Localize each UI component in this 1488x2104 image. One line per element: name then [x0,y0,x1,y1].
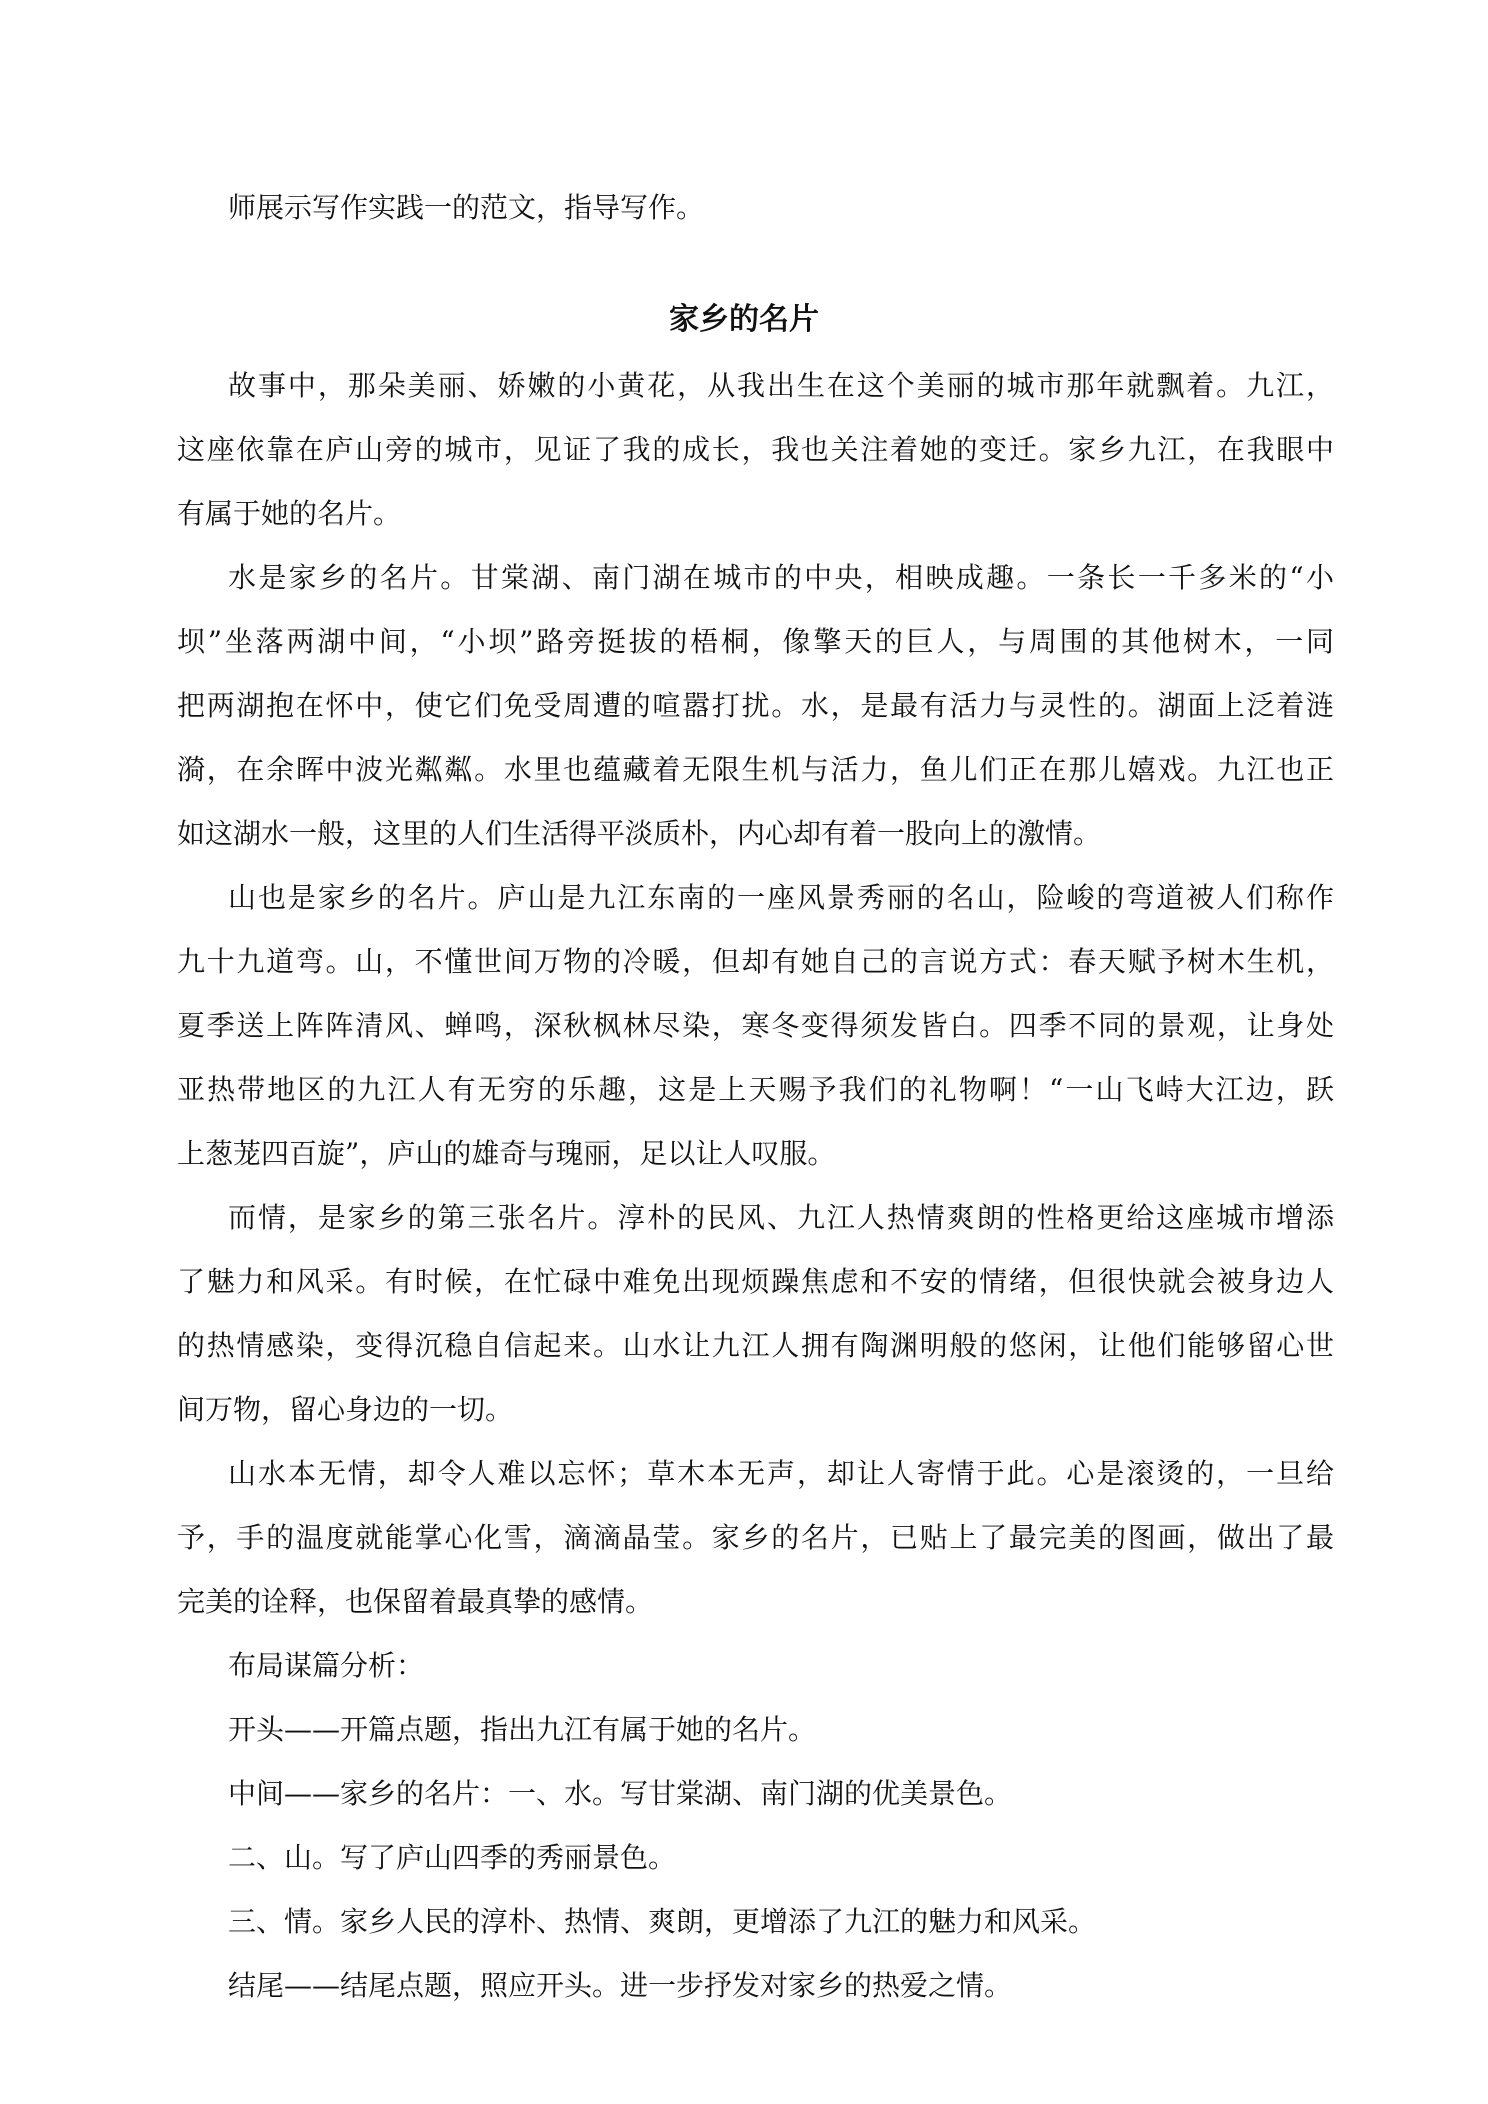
paragraph-line: 的热情感染，变得沉稳自信起来。山水让九江人拥有陶渊明般的悠闲，让他们能够留心世 [177,1329,1334,1362]
paragraph-line: 间万物，留心身边的一切。 [177,1393,514,1426]
paragraph-line: 山也是家乡的名片。庐山是九江东南的一座风景秀丽的名山，险峻的弯道被人们称作 [228,881,1334,914]
paragraph-line: 故事中，那朵美丽、娇嫩的小黄花，从我出生在这个美丽的城市那年就飘着。九江， [228,369,1334,402]
analysis-ending: 结尾——结尾点题，照应开头。进一步抒发对家乡的热爱之情。 [228,1969,1013,2002]
paragraph-line: 如这湖水一般，这里的人们生活得平淡质朴，内心却有着一股向上的激情。 [177,817,1102,850]
paragraph-line: 九十九道弯。山，不懂世间万物的冷暖，但却有她自己的言说方式：春天赋予树木生机， [177,945,1334,978]
analysis-middle-affection: 三、情。家乡人民的淳朴、热情、爽朗，更增添了九江的魅力和风采。 [228,1905,1097,1938]
paragraph-line: 漪，在余晖中波光粼粼。水里也蕴藏着无限生机与活力，鱼儿们正在那儿嬉戏。九江也正 [177,753,1334,786]
paragraph-line: 上葱茏四百旋”，庐山的雄奇与瑰丽，足以让人叹服。 [177,1137,836,1170]
paragraph-line: 亚热带地区的九江人有无穷的乐趣，这是上天赐予我们的礼物啊！“一山飞峙大江边，跃 [177,1073,1334,1106]
paragraph-line: 坝”坐落两湖中间，“小坝”路旁挺拔的梧桐，像擎天的巨人，与周围的其他树木，一同 [177,625,1334,658]
paragraph-line: 把两湖抱在怀中，使它们免受周遭的喧嚣打扰。水，是最有活力与灵性的。湖面上泛着涟 [177,689,1334,722]
paragraph-line: 这座依靠在庐山旁的城市，见证了我的成长，我也关注着她的变迁。家乡九江，在我眼中 [177,433,1334,466]
paragraph-line: 夏季送上阵阵清风、蝉鸣，深秋枫林尽染，寒冬变得须发皆白。四季不同的景观，让身处 [177,1009,1334,1042]
paragraph-line: 完美的诠释，也保留着最真挚的感情。 [177,1585,654,1618]
analysis-heading: 布局谋篇分析： [228,1649,425,1682]
paragraph-line: 水是家乡的名片。甘棠湖、南门湖在城市的中央，相映成趣。一条长一千多米的“小 [228,561,1334,594]
paragraph-line: 了魅力和风采。有时候，在忙碌中难免出现烦躁焦虑和不安的情绪，但很快就会被身边人 [177,1265,1334,1298]
paragraph-line: 而情，是家乡的第三张名片。淳朴的民风、九江人热情爽朗的性格更给这座城市增添 [228,1201,1334,1234]
analysis-middle-mountain: 二、山。写了庐山四季的秀丽景色。 [228,1841,677,1874]
paragraph-line: 山水本无情，却令人难以忘怀；草木本无声，却让人寄情于此。心是滚烫的，一旦给 [228,1457,1334,1490]
paragraph-line: 有属于她的名片。 [177,497,402,530]
paragraph-line: 予，手的温度就能掌心化雪，滴滴晶莹。家乡的名片，已贴上了最完美的图画，做出了最 [177,1521,1334,1554]
essay-title: 家乡的名片 [669,302,819,337]
analysis-opening: 开头——开篇点题，指出九江有属于她的名片。 [228,1713,817,1746]
intro-text: 师展示写作实践一的范文，指导写作。 [228,191,705,224]
analysis-middle: 中间——家乡的名片：一、水。写甘棠湖、南门湖的优美景色。 [228,1777,1013,1810]
